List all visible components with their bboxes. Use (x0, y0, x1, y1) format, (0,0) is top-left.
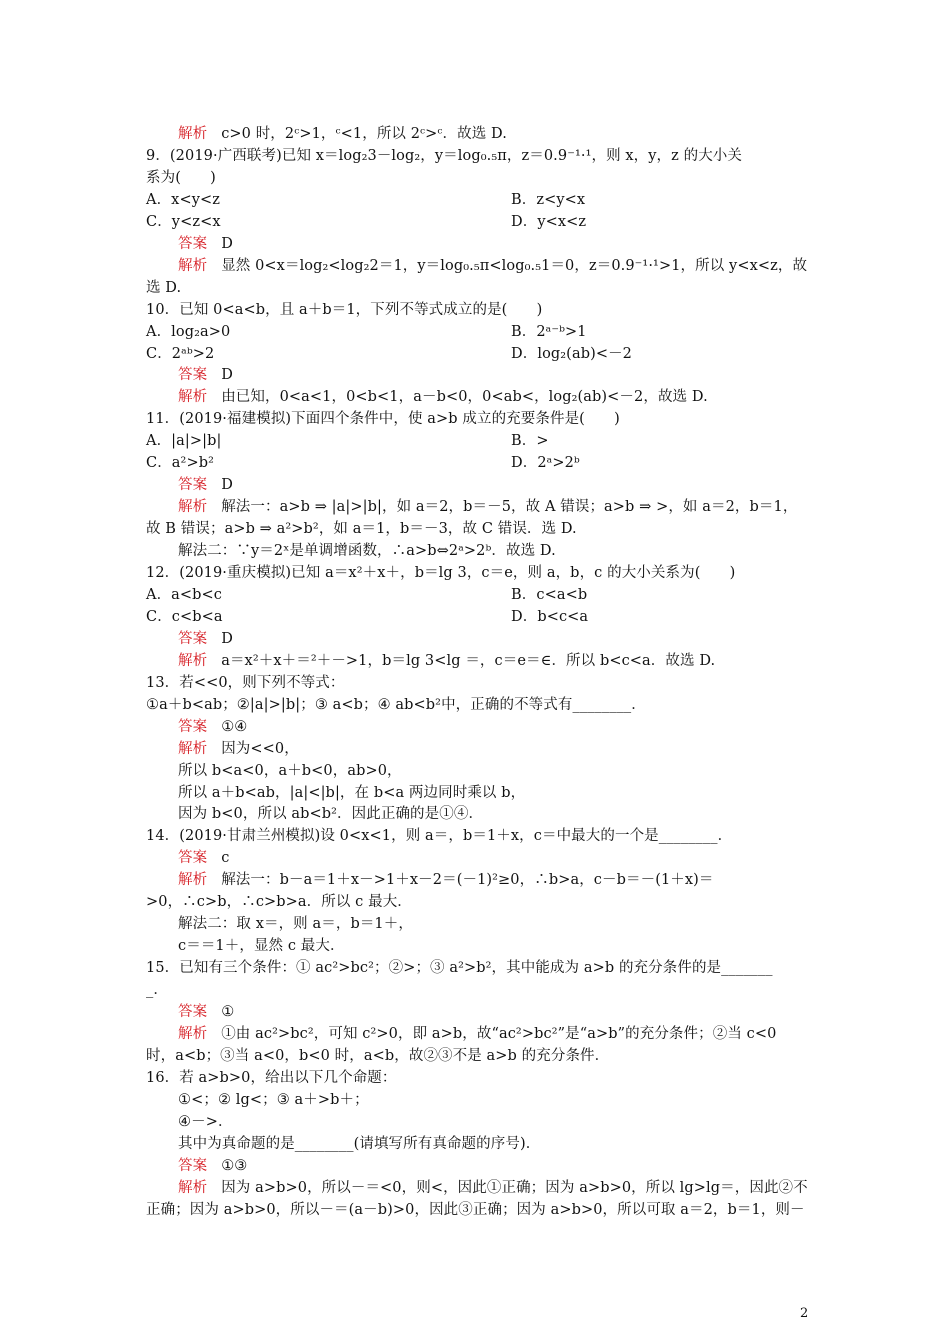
line-text: 所以 a＋b<ab，|a|<|b|，在 b<a 两边同时乘以 b， (178, 784, 526, 801)
line-text: D (221, 477, 233, 494)
text-line (146, 563, 735, 583)
text-line (146, 958, 773, 978)
line-text: 解法一：b－a＝1＋x－>1＋x－2＝(－1)²≥0，∴b>a，c－b＝－(1＋x)＝ (221, 872, 714, 889)
text-line (146, 607, 223, 627)
analysis-tag: 解析 (178, 652, 208, 669)
line-text: 因为 a>b>0，所以－＝<0，则<，因此①正确；因为 a>b>0，所以 lg>lg＝，因此②不 (221, 1179, 808, 1196)
text-line (146, 190, 220, 210)
option-right: B．2ᵃ⁻ᵇ>1 (511, 323, 587, 340)
text-line (146, 146, 742, 166)
text-line (146, 892, 412, 912)
line-text: 因为<<0， (221, 740, 299, 757)
text-line (146, 409, 620, 429)
line-text: 12．(2019·重庆模拟)已知 a＝x²＋x＋，b＝lg 3，c＝e，则 a，b，c 的大小关系为( ) (146, 565, 736, 581)
text-line (178, 234, 233, 254)
text-line (146, 826, 732, 846)
line-text: C．a²>b² (146, 455, 214, 472)
text-line (178, 651, 715, 671)
analysis-tag: 解析 (178, 126, 208, 142)
option-right: B．> (511, 433, 549, 450)
answer-tag: 答案 (178, 367, 208, 384)
line-text: 故 B 错误；a>b ⇒ a²>b²，如 a＝1，b＝－3，故 C 错误．选 D. (146, 521, 577, 538)
text-line (146, 168, 216, 188)
analysis-tag: 解析 (178, 499, 208, 516)
text-line (178, 1090, 369, 1110)
line-text: D (221, 235, 233, 252)
line-text: C．y<z<x (146, 213, 221, 230)
analysis-tag: 解析 (178, 740, 208, 757)
line-text: 14．(2019·甘肃兰州模拟)设 0<x<1，则 a＝，b＝1＋x，c＝中最大的一个是________． (146, 828, 733, 845)
line-text: _． (146, 982, 168, 998)
text-line (178, 541, 556, 561)
text-line (146, 980, 168, 1000)
text-line (146, 453, 214, 473)
answer-tag: 答案 (178, 630, 208, 647)
line-text: 11．(2019·福建模拟)下面四个条件中，使 a>b 成立的充要条件是( ) (146, 411, 620, 428)
line-text: 解法二：∵y＝2ˣ是单调增函数，∴a>b⇔2ᵃ>2ᵇ．故选 D. (178, 543, 556, 559)
analysis-tag: 解析 (178, 872, 208, 889)
text-line (178, 848, 229, 868)
text-line (178, 1112, 233, 1132)
text-line (178, 629, 233, 649)
line-text: D (221, 630, 233, 647)
answer-tag: 答案 (178, 850, 208, 867)
text-line (178, 256, 807, 276)
line-text: 正确；因为 a>b>0，所以－＝(a－b)>0，因此③正确；因为 a>b>0，所以可取 a＝2，b＝1，则－ (146, 1201, 805, 1218)
line-text: 10．已知 0<a<b，且 a＋b＝1，下列不等式成立的是( ) (146, 301, 543, 318)
line-text: a＝x²＋x＋＝²＋－>1，b＝lg 3<lg ＝，c＝e＝∈．所以 b<c<a．故选 D. (221, 652, 716, 669)
text-line (146, 212, 221, 232)
line-text: C．2ᵃᵇ>2 (146, 345, 215, 362)
line-text: 时，a<b；③当 a<0，b<0 时，a<b，故②③不是 a>b 的充分条件． (146, 1047, 610, 1064)
answer-tag: 答案 (178, 1157, 208, 1174)
analysis-tag: 解析 (178, 1179, 208, 1196)
text-line (178, 475, 233, 495)
text-line (146, 300, 542, 320)
line-text: ④－>． (178, 1113, 233, 1130)
text-line (146, 519, 577, 539)
text-line (178, 124, 507, 144)
text-line (178, 936, 345, 956)
line-text: >0，∴c>b，∴c>b>a．所以 c 最大． (146, 894, 412, 911)
line-text: 由已知，0<a<1，0<b<1，a－b<0，0<ab<，log₂(ab)<－2，故选 D. (221, 389, 708, 406)
text-line (178, 1024, 776, 1044)
line-text: 解法一：a>b ⇒ |a|>|b|，如 a＝2，b＝－5，故 A 错误；a>b ⇒ >，如 a＝2，b＝1， (221, 499, 798, 516)
line-text: c (221, 850, 230, 867)
line-text: 显然 0<x＝log₂<log₂2＝1，y＝log₀.₅π<log₀.₅1＝0，z＝0.9⁻¹·¹>1，所以 y<x<z，故 (221, 257, 808, 274)
text-line (178, 739, 299, 759)
line-text: ①④ (221, 718, 248, 735)
text-line (178, 1156, 247, 1176)
option-right: B．z<y<x (511, 191, 586, 208)
text-line (146, 344, 214, 364)
text-line (146, 322, 230, 342)
analysis-tag: 解析 (178, 389, 208, 406)
line-text: 其中为真命题的是________(请填写所有真命题的序号)． (178, 1135, 541, 1152)
text-line (146, 695, 646, 715)
text-line (146, 431, 222, 451)
line-text: C．c<b<a (146, 608, 223, 625)
text-line (178, 497, 797, 517)
line-text: ①a＋b<ab；②|a|>|b|；③ a<b；④ ab<b²中，正确的不等式有________． (146, 696, 646, 713)
line-text: D (221, 367, 233, 384)
text-line (178, 761, 402, 781)
text-line (146, 1068, 397, 1088)
text-line (178, 914, 413, 934)
line-text: ①③ (221, 1157, 248, 1174)
line-text: 所以 b<a<0，a＋b<0，ab>0， (178, 762, 402, 779)
text-line (178, 783, 525, 803)
line-text: 因为 b<0，所以 ab<b²．因此正确的是①④． (178, 806, 484, 823)
text-line (178, 1002, 234, 1022)
text-line (178, 365, 233, 385)
line-text: A．log₂a>0 (146, 323, 231, 340)
text-line (146, 278, 181, 298)
line-text: A．|a|>|b| (146, 433, 222, 450)
line-text: ①由 ac²>bc²，可知 c²>0，即 a>b，故“ac²>bc²”是“a>b”的充分条件；②当 c<0 (221, 1025, 777, 1042)
option-right: D．2ᵃ>2ᵇ (511, 455, 580, 472)
line-text: ① (221, 1004, 235, 1020)
text-line (178, 1178, 808, 1198)
analysis-tag: 解析 (178, 257, 208, 274)
line-text: A．x<y<z (146, 191, 220, 208)
line-text: ①<；② lg<；③ a＋>b＋； (178, 1091, 369, 1108)
answer-tag: 答案 (178, 1004, 208, 1020)
answer-tag: 答案 (178, 718, 208, 735)
option-right: D．y<x<z (511, 213, 587, 230)
text-line (178, 870, 714, 890)
page-number: 2 (800, 1306, 809, 1321)
line-text: 选 D. (146, 279, 182, 296)
line-text: 15．已知有三个条件：① ac²>bc²；②>；③ a²>b²，其中能成为 a>b 的充分条件的是_______ (146, 960, 773, 977)
text-line (178, 387, 708, 407)
text-line (146, 1200, 805, 1220)
text-line (146, 1046, 609, 1066)
line-text: A．a<b<c (146, 587, 223, 603)
line-text: 系为( ) (146, 169, 216, 186)
answer-tag: 答案 (178, 477, 208, 494)
line-text: 13．若<<0，则下列不等式： (146, 674, 345, 691)
text-line (178, 1134, 540, 1154)
line-text: c>0 时，2ᶜ>1，ᶜ<1，所以 2ᶜ>ᶜ．故选 D. (221, 126, 507, 142)
line-text: 16．若 a>b>0，给出以下几个命题： (146, 1069, 397, 1086)
option-right: B．c<a<b (511, 587, 588, 603)
text-line (178, 717, 247, 737)
text-line (146, 585, 222, 605)
line-text: 解法二：取 x＝，则 a＝，b＝1＋， (178, 916, 413, 933)
option-right: D．log₂(ab)<－2 (511, 345, 633, 362)
line-text: 9．(2019·广西联考)已知 x＝log₂3－log₂，y＝log₀.₅π，z＝0.9⁻¹·¹，则 x，y，z 的大小关 (146, 147, 743, 164)
analysis-tag: 解析 (178, 1025, 208, 1042)
text-line (146, 673, 344, 693)
answer-tag: 答案 (178, 235, 208, 252)
option-right: D．b<c<a (511, 608, 589, 625)
text-line (178, 804, 483, 824)
line-text: c＝＝1＋，显然 c 最大． (178, 938, 345, 955)
